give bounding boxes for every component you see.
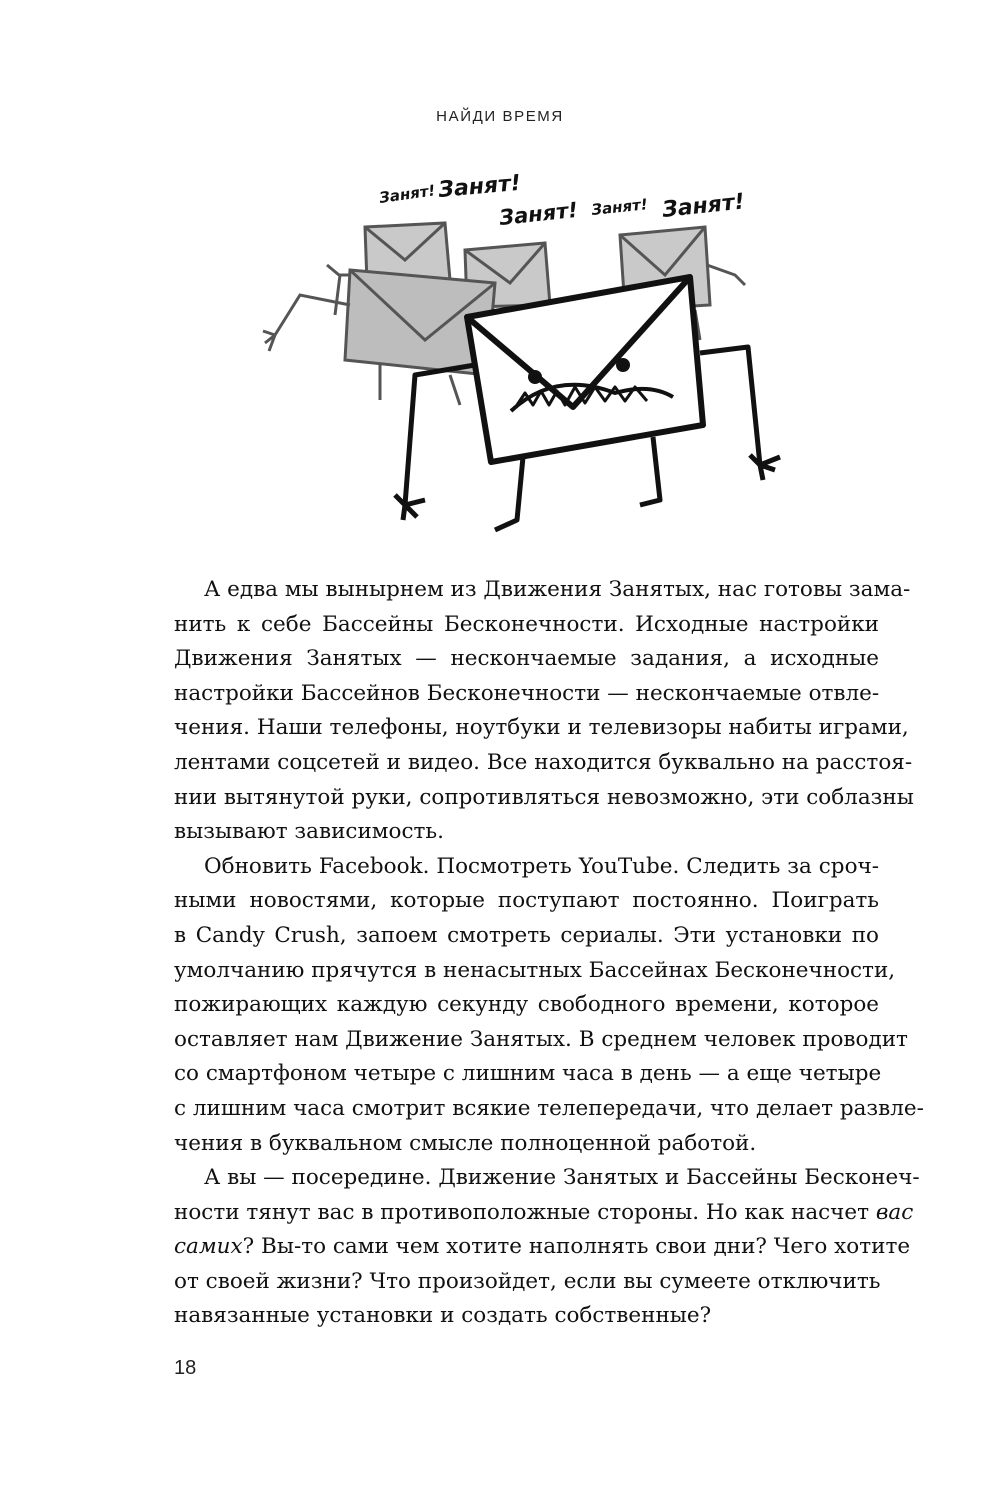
shout-3: Занят!	[498, 197, 579, 230]
shout-1: Занят!	[378, 181, 437, 207]
paragraph-1-line: настройки Бассейнов Бесконечности — нескончаемые отвле-	[174, 680, 880, 706]
running-header: НАЙДИ ВРЕМЯ	[436, 108, 564, 125]
paragraph-3-line: от своей жизни? Что произойдет, если вы сумеете отключить	[174, 1268, 881, 1294]
paragraph-1-line: Движения Занятых — нескончаемые задания, а исходные	[174, 646, 879, 672]
grey-envelope-left	[263, 270, 495, 405]
paragraph-2-line: чения в буквальном смысле полноценной работой.	[174, 1130, 757, 1156]
page-number: 18	[174, 1357, 197, 1379]
emphasis-word: вас	[875, 1199, 914, 1225]
paragraph-1-line: нии вытянутой руки, сопротивляться невозможно, эти соблазны	[174, 784, 914, 810]
angry-envelopes-illustration	[255, 165, 800, 545]
shout-2: Занят!	[437, 170, 522, 203]
shout-4: Занят!	[590, 195, 649, 219]
paragraph-3-line	[174, 1196, 914, 1231]
paragraph-2-line: со смартфоном четыре с лишним часа в день — а еще четыре	[174, 1061, 882, 1087]
paragraph-3-line-text: ности тянут вас в противоположные стороны. Но как насчет	[174, 1199, 876, 1225]
paragraph-3-line: А вы — посередине. Движение Занятых и Бассейны Бесконеч-	[204, 1165, 920, 1191]
paragraph-1-line: лентами соцсетей и видео. Все находится буквально на расстоя-	[174, 749, 913, 775]
shout-5: Занят!	[661, 189, 746, 223]
paragraph-3-line-text: ? Вы-то сами чем хотите наполнять свои дни? Чего хотите	[242, 1234, 911, 1260]
paragraph-1-line: нить к себе Бассейны Бесконечности. Исходные настройки	[174, 611, 879, 637]
paragraph-2-line: ными новостями, которые поступают постоянно. Поиграть	[174, 888, 879, 914]
paragraph-2-line: умолчанию прячутся в ненасытных Бассейнах Бесконечности,	[174, 957, 896, 983]
body-text	[174, 573, 924, 1334]
paragraph-2-line: с лишним часа смотрит всякие телепередачи, что делает развле-	[174, 1095, 924, 1121]
paragraph-1-line: А едва мы вынырнем из Движения Занятых, нас готовы зама-	[204, 577, 911, 602]
paragraph-2-line: в Candy Crush, запоем смотреть сериалы. Эти установки по	[174, 922, 879, 948]
paragraph-1-line: вызывают зависимость.	[174, 819, 444, 845]
paragraph-2-line: Обновить Facebook. Посмотреть YouTube. Следить за сроч-	[204, 853, 879, 879]
paragraph-1-line: чения. Наши телефоны, ноутбуки и телевизоры набиты играми,	[174, 715, 909, 741]
paragraph-3-line	[174, 1230, 911, 1265]
paragraph-3-line: навязанные установки и создать собственные?	[174, 1303, 712, 1329]
emphasis-word: самих	[174, 1234, 243, 1260]
paragraph-2-line: пожирающих каждую секунду свободного времени, которое	[174, 992, 879, 1018]
paragraph-2-line: оставляет нам Движение Занятых. В среднем человек проводит	[174, 1026, 908, 1052]
